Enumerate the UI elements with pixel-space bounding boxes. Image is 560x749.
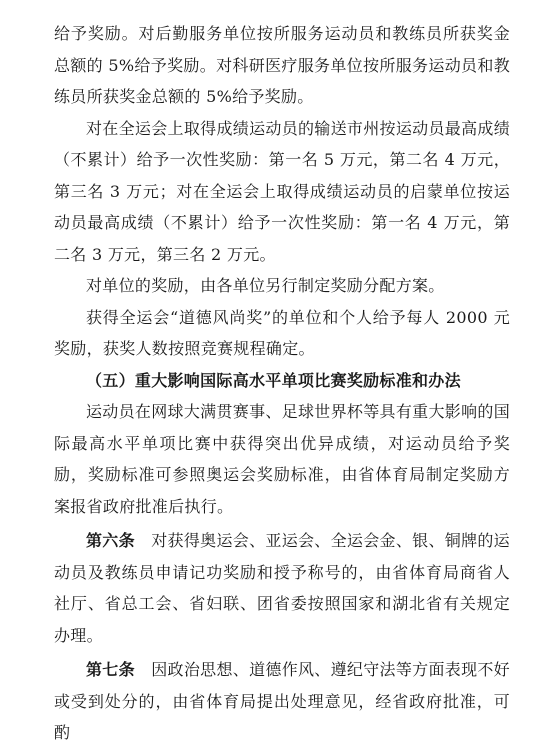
paragraph-international-events: 运动员在网球大满贯赛事、足球世界杯等具有重大影响的国际最高水平单项比赛中获得突出优异成绩，对运动员给予奖励，奖励标准可参照奥运会奖励标准，由省体育局制定奖励方案报省政府批准后执行。 xyxy=(54,402,510,516)
paragraph-sportsmanship-award: 获得全运会“道德风尚奖”的单位和个人给予每人 2000 元奖励，获奖人数按照竞赛规程确定。 xyxy=(54,307,510,358)
article-6 xyxy=(54,525,510,651)
paragraph-city-reward: 对在全运会上取得成绩运动员的输送市州按运动员最高成绩（不累计）给予一次性奖励：第一名 5 万元，第二名 4 万元，第三名 3 万元；对在全运会上取得成绩运动员的启蒙单位按运动员最高成绩（不累计）给予一次性奖励：第一名 4 万元，第二名 3 万元，第三名 2 万元。 xyxy=(54,118,510,264)
section-heading-5: （五）重大影响国际高水平单项比赛奖励标准和办法 xyxy=(86,370,461,390)
article-6-label: 第六条 xyxy=(86,531,135,550)
article-7-label: 第七条 xyxy=(86,660,135,679)
paragraph-unit-distribution: 对单位的奖励，由各单位另行制定奖励分配方案。 xyxy=(86,276,445,295)
paragraph-staff-reward: 给予奖励。对后勤服务单位按所服务运动员和教练员所获奖金总额的 5%给予奖励。对科研医疗服务单位按所服务运动员和教练员所获奖金总额的 5%给予奖励。 xyxy=(54,24,510,106)
article-6-text: 对获得奥运会、亚运会、全运会金、银、铜牌的运动员及教练员申请记功奖励和授予称号的，由省体育局商省人社厅、省总工会、省妇联、团省委按照国家和湖北省有关规定办理。 xyxy=(54,531,510,645)
article-7-text: 因政治思想、道德作风、遵纪守法等方面表现不好或受到处分的，由省体育局提出处理意见，经省政府批准，可酌 xyxy=(54,660,510,742)
article-7 xyxy=(54,654,510,749)
